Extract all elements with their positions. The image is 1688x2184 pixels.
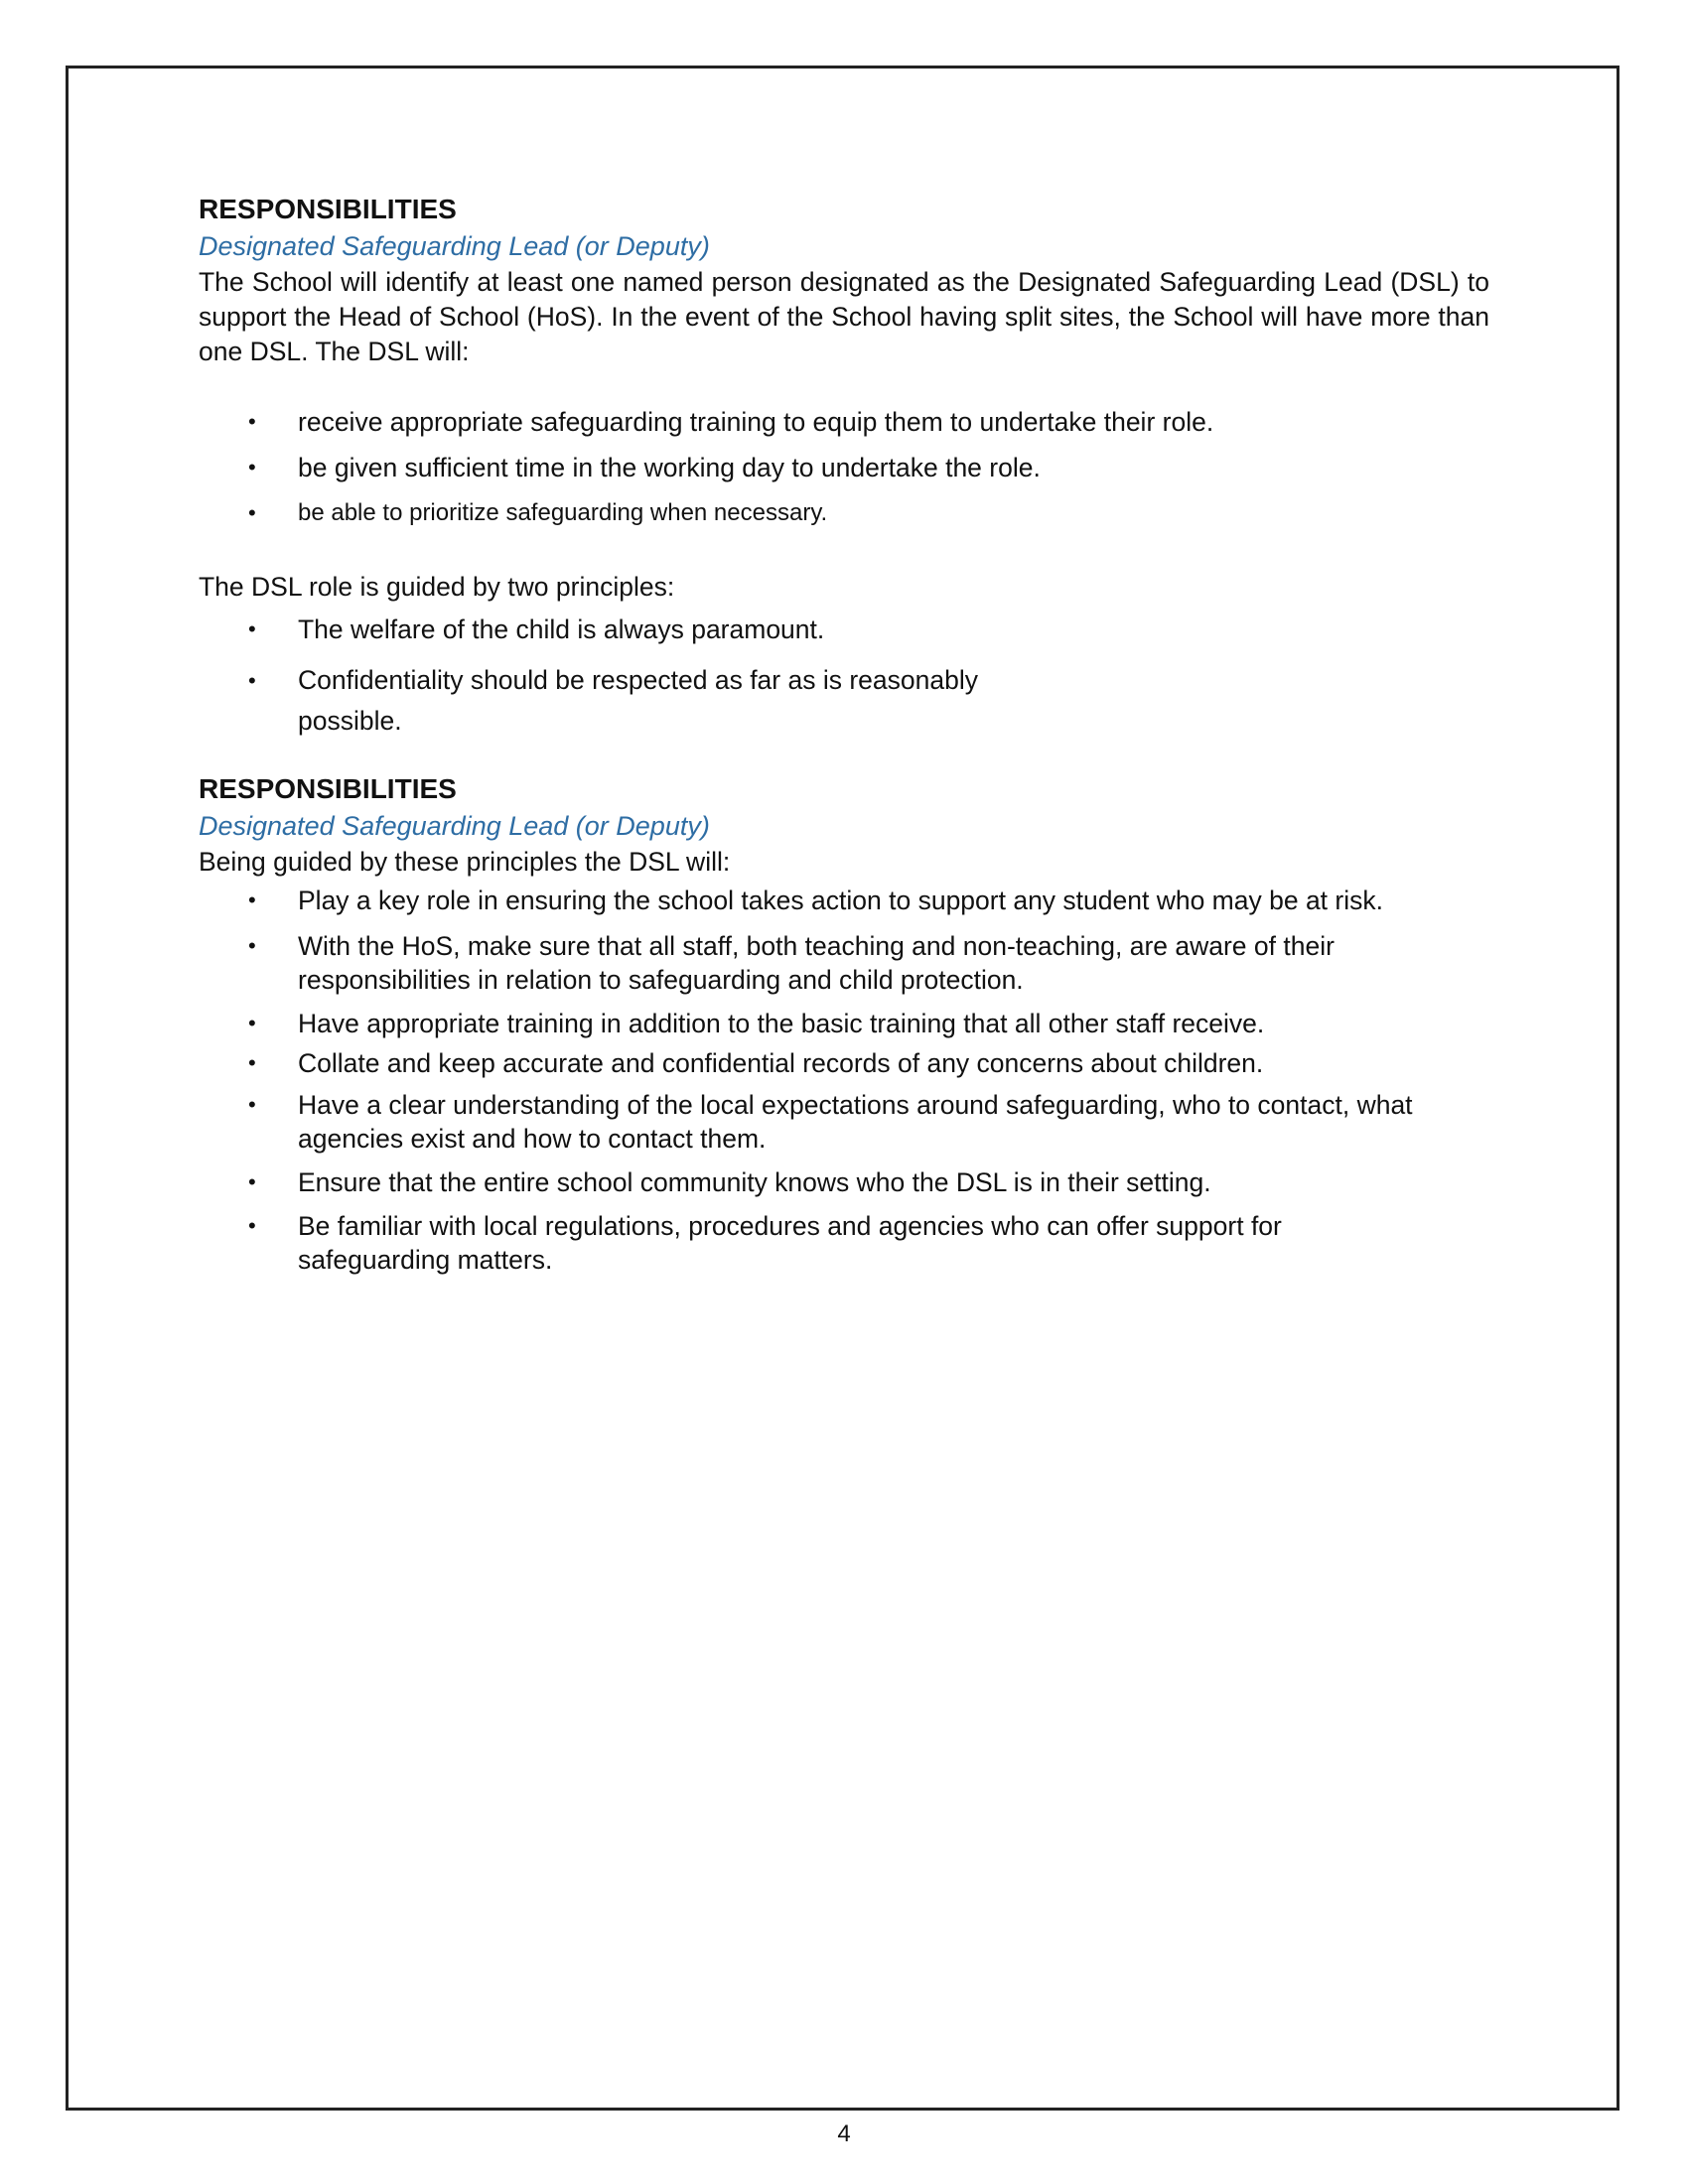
list-item bbox=[199, 1088, 1430, 1156]
list-item-text: Have appropriate training in addition to the basic training that all other staff receive. bbox=[298, 1009, 1265, 1038]
intro-paragraph: The School will identify at least one named person designated as the Designated Safeguarding Lead (DSL) to support the Head of School (HoS). In the event of the School having split sites, the School will have more than one DSL. The DSL will: bbox=[199, 267, 1489, 366]
list-item bbox=[199, 1209, 1321, 1277]
bullet-icon: • bbox=[248, 409, 256, 434]
section-subheading: Designated Safeguarding Lead (or Deputy) bbox=[199, 811, 710, 841]
list-item-text: Collate and keep accurate and confidential records of any concerns about children. bbox=[298, 1048, 1264, 1078]
list-item-text: be given sufficient time in the working day to undertake the role. bbox=[298, 453, 1041, 482]
list-item bbox=[199, 496, 1489, 530]
section-subheading: Designated Safeguarding Lead (or Deputy) bbox=[199, 231, 710, 261]
dsl-responsibilities-list bbox=[199, 884, 1489, 1277]
dsl-duties-list bbox=[199, 405, 1489, 530]
document-body bbox=[199, 192, 1489, 1277]
bullet-icon: • bbox=[248, 668, 256, 693]
bullet-icon: • bbox=[248, 455, 256, 479]
bullet-icon: • bbox=[248, 1092, 256, 1117]
list-item bbox=[199, 660, 1023, 742]
bullet-icon: • bbox=[248, 933, 256, 958]
section-heading: RESPONSIBILITIES bbox=[199, 773, 457, 804]
bullet-icon: • bbox=[248, 1011, 256, 1035]
list-item bbox=[199, 451, 1489, 484]
principles-intro: The DSL role is guided by two principles: bbox=[199, 572, 675, 602]
list-item-text: Have a clear understanding of the local expectations around safeguarding, who to contact, what agencies exist and how to contact them. bbox=[298, 1090, 1413, 1154]
list-item-text: Play a key role in ensuring the school takes action to support any student who may be at risk. bbox=[298, 886, 1383, 915]
list-item-text: be able to prioritize safeguarding when necessary. bbox=[298, 499, 828, 526]
section-heading: RESPONSIBILITIES bbox=[199, 194, 457, 224]
bullet-icon: • bbox=[248, 500, 256, 525]
bullet-icon: • bbox=[248, 887, 256, 912]
list-item bbox=[199, 884, 1489, 917]
list-item-text: The welfare of the child is always paramount. bbox=[298, 614, 825, 644]
list-item-text: Be familiar with local regulations, procedures and agencies who can offer support for safeguarding matters. bbox=[298, 1211, 1282, 1275]
list-item bbox=[199, 1007, 1489, 1040]
bullet-icon: • bbox=[248, 1213, 256, 1238]
list-item-text: With the HoS, make sure that all staff, both teaching and non-teaching, are aware of their responsibilities in relation to safeguarding and child protection. bbox=[298, 931, 1335, 995]
list-item-text: Ensure that the entire school community knows who the DSL is in their setting. bbox=[298, 1167, 1211, 1197]
list-item-text: receive appropriate safeguarding training to equip them to undertake their role. bbox=[298, 407, 1214, 437]
bullet-icon: • bbox=[248, 1050, 256, 1075]
intro-paragraph: Being guided by these principles the DSL will: bbox=[199, 847, 731, 877]
list-item bbox=[199, 1046, 1489, 1080]
list-item bbox=[199, 405, 1489, 439]
list-item bbox=[199, 1165, 1489, 1199]
page-number: 4 bbox=[837, 2120, 851, 2147]
list-item bbox=[199, 613, 1489, 646]
principles-list bbox=[199, 613, 1489, 742]
list-item-text: Confidentiality should be respected as far as is reasonably possible. bbox=[298, 665, 978, 736]
bullet-icon: • bbox=[248, 1169, 256, 1194]
bullet-icon: • bbox=[248, 616, 256, 641]
list-item bbox=[199, 929, 1350, 997]
